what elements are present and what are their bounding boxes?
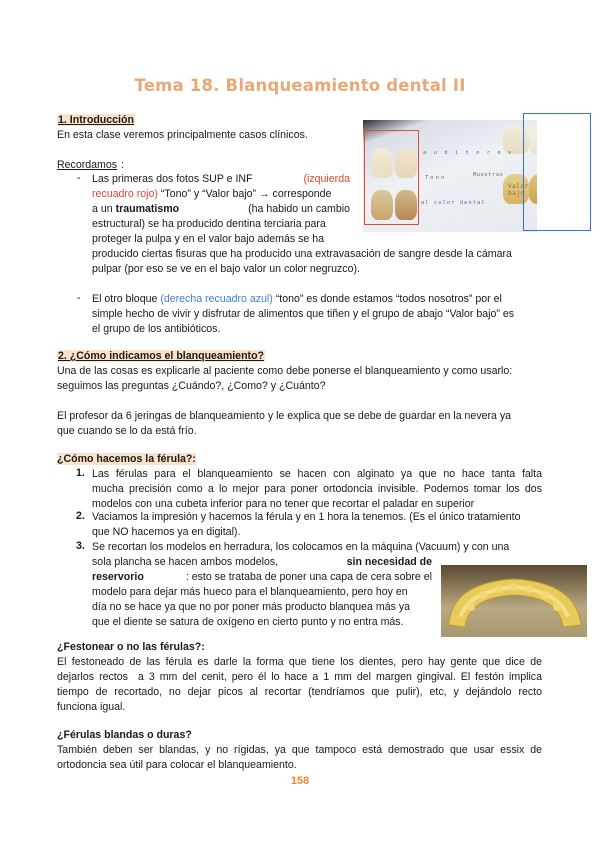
section-2-p1-line-2: seguimos las preguntas ¿Cuándo?, ¿Como? y ¿Cuánto? xyxy=(57,380,326,392)
section-4-heading: ¿Festonear o no las férulas?: xyxy=(57,641,205,653)
section-2-p2-line-1: El profesor da 6 jeringas de blanqueamiento y le explica que se debe de guardar en la nevera ya xyxy=(57,410,512,422)
bullet-1-line-2: recuadro rojo) “Tono” y “Valor bajo” → corresponde xyxy=(92,188,332,200)
section-2-heading: 2. ¿Cómo indicamos el blanqueamiento? xyxy=(58,350,265,362)
splint-mold-photo xyxy=(441,565,587,637)
list-number-2: 2. xyxy=(76,510,85,522)
bullet-2 xyxy=(92,292,542,337)
page-title: Tema 18. Blanqueamiento dental II xyxy=(134,76,466,95)
section-3-heading: ¿Cómo hacemos la férula?: xyxy=(57,453,196,465)
photo-label-top: a u d i t o r e s xyxy=(423,150,514,156)
section-2-p2-line-2: que cuando se lo da está frío. xyxy=(57,425,197,437)
section-4-body: El festoneado de las férula es darle la forma que tiene los dientes, pero hay gente que dice de dejarlos rectos a 3 mm del cenit, pero él lo hace a 1 mm del margen gingival. El festón implica tiempo de recortado, no dejar picos al recortar (tendríamos que pulir), etc, y dejándolo recto funciona igual. xyxy=(57,656,542,713)
bullet-2-line-2: simple hecho de vivir y disfrutar de alimentos que tiñen y el grupo de abajo “Valor bajo” es xyxy=(92,308,515,320)
blue-highlight-box xyxy=(523,113,591,231)
recordamos-colon: : xyxy=(121,159,124,171)
photo-label-bottom: al color dental xyxy=(421,200,486,206)
section-5-body: También deben ser blandas, y no rígidas, ya que tampoco está demostrado que usar essix de ortodoncia sea útil para colocar el blanqueamiento. xyxy=(57,744,542,771)
photo-label-muestras: Muestras xyxy=(473,172,504,178)
section-5-heading: ¿Férulas blandas o duras? xyxy=(57,729,192,741)
bullet-1-line-3: a un traumatismo (ha habido un cambio xyxy=(92,203,350,215)
bullet-2-line-3: el grupo de los antibióticos. xyxy=(92,323,221,335)
bullet-1-line-6: producido ciertas fisuras que ha producido una extravasación de sangre desde la cámara xyxy=(92,248,512,260)
list-item-1: Las férulas para el blanqueamiento se hacen con alginato ya que no hace tanta falta mucha precisión como a lo mejor para poner ortodoncia invisible. Podemos tomar los dos modelos con una cubeta inferior para no tener que recortar el paladar en superior xyxy=(92,468,542,510)
recordamos-label: Recordamos xyxy=(57,159,118,171)
bullet-1 xyxy=(92,172,350,247)
list-number-3: 3. xyxy=(76,540,85,552)
splint-mold-illustration xyxy=(441,565,587,637)
bullet-2-line-1: El otro bloque (derecha recuadro azul) “tono” es donde estamos “todos nosotros” por el xyxy=(92,293,502,305)
dash-bullet: - xyxy=(77,292,81,304)
bullet-1-line-7: pulpar (por eso se ve en el bajo valor un color negruzco). xyxy=(92,263,360,275)
list-number-1: 1. xyxy=(76,467,85,479)
list-item-3-line-1: Se recortan los modelos en herradura, los colocamos en la máquina (Vacuum) y con una xyxy=(92,541,510,553)
photo-label-tono: Tono xyxy=(425,175,447,181)
intro-text: En esta clase veremos principalmente casos clínicos. xyxy=(57,129,308,141)
section-1-heading: 1. Introducción xyxy=(58,114,134,126)
bullet-1-line-5: proteger la pulpa y en el valor bajo además se ha xyxy=(92,233,325,245)
dash-bullet: - xyxy=(77,172,81,184)
section-2-p1-line-1: Una de las cosas es explicarle al paciente como debe ponerse el blanqueamiento y como usarlo: xyxy=(57,365,513,377)
list-item-2: Vaciamos la impresión y hacemos la férula y en 1 hora la tenemos. (Es el único tratamiento que NO hacemos ya en digital). xyxy=(92,511,521,538)
list-item-3-rest: sola plancha se hacen ambos modelos, sin necesidad de reservorio : esto se trataba de poner una capa de cera sobre el modelo para dejar más hueco para el blanqueamiento, pero hoy en día no se hace ya que no por poner más producto blanquea más ya que el diente se satura de oxígeno en cierto punto y no entra más. xyxy=(92,556,432,628)
photo-label-valor-bajo: Valor bajo xyxy=(508,183,529,197)
page-number: 158 xyxy=(290,775,310,787)
bullet-1-line-1: Las primeras dos fotos SUP e INF (izquierda xyxy=(92,173,350,185)
red-highlight-box xyxy=(364,130,419,225)
bullet-1-line-4: estructural) se ha producido dentina terciaria para xyxy=(92,218,326,230)
